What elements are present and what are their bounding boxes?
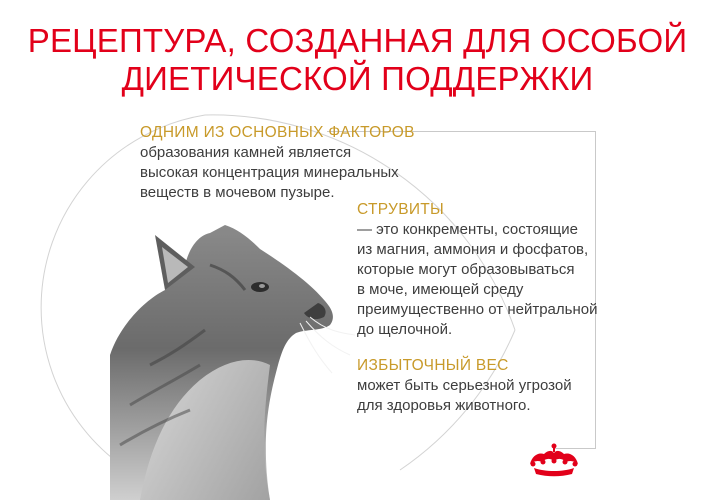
info-block-factors [140, 123, 415, 203]
block-line: из магния, аммония и фосфатов, [357, 241, 589, 258]
info-block-struvites [357, 200, 597, 340]
block-line: может быть серьезной угрозой [357, 377, 572, 394]
crown-logo-icon [526, 442, 582, 480]
block-body [140, 143, 415, 203]
block-line: — это конкременты, состоящие [357, 221, 578, 238]
block-line: в моче, имеющей среду [357, 281, 524, 298]
title-line-1: РЕЦЕПТУРА, СОЗДАННАЯ ДЛЯ ОСОБОЙ [27, 22, 688, 59]
block-heading: ОДНИМ ИЗ ОСНОВНЫХ ФАКТОРОВ [140, 124, 415, 141]
block-line: преимущественно от нейтральной [357, 301, 598, 318]
block-body [357, 220, 597, 340]
block-line: до щелочной. [357, 321, 453, 338]
title-line-2: ДИЕТИЧЕСКОЙ ПОДДЕРЖКИ [121, 60, 594, 97]
block-line: высокая концентрация минеральных [140, 164, 399, 181]
block-heading: ИЗБЫТОЧНЫЙ ВЕС [357, 357, 509, 374]
block-heading: СТРУВИТЫ [357, 201, 445, 218]
block-line: веществ в мочевом пузыре. [140, 184, 335, 201]
info-block-overweight [357, 356, 572, 416]
block-line: образования камней является [140, 144, 352, 161]
block-body [357, 376, 572, 416]
block-line: для здоровья животного. [357, 397, 531, 414]
cat-photo [110, 205, 360, 500]
block-line: которые могут образовываться [357, 261, 575, 278]
